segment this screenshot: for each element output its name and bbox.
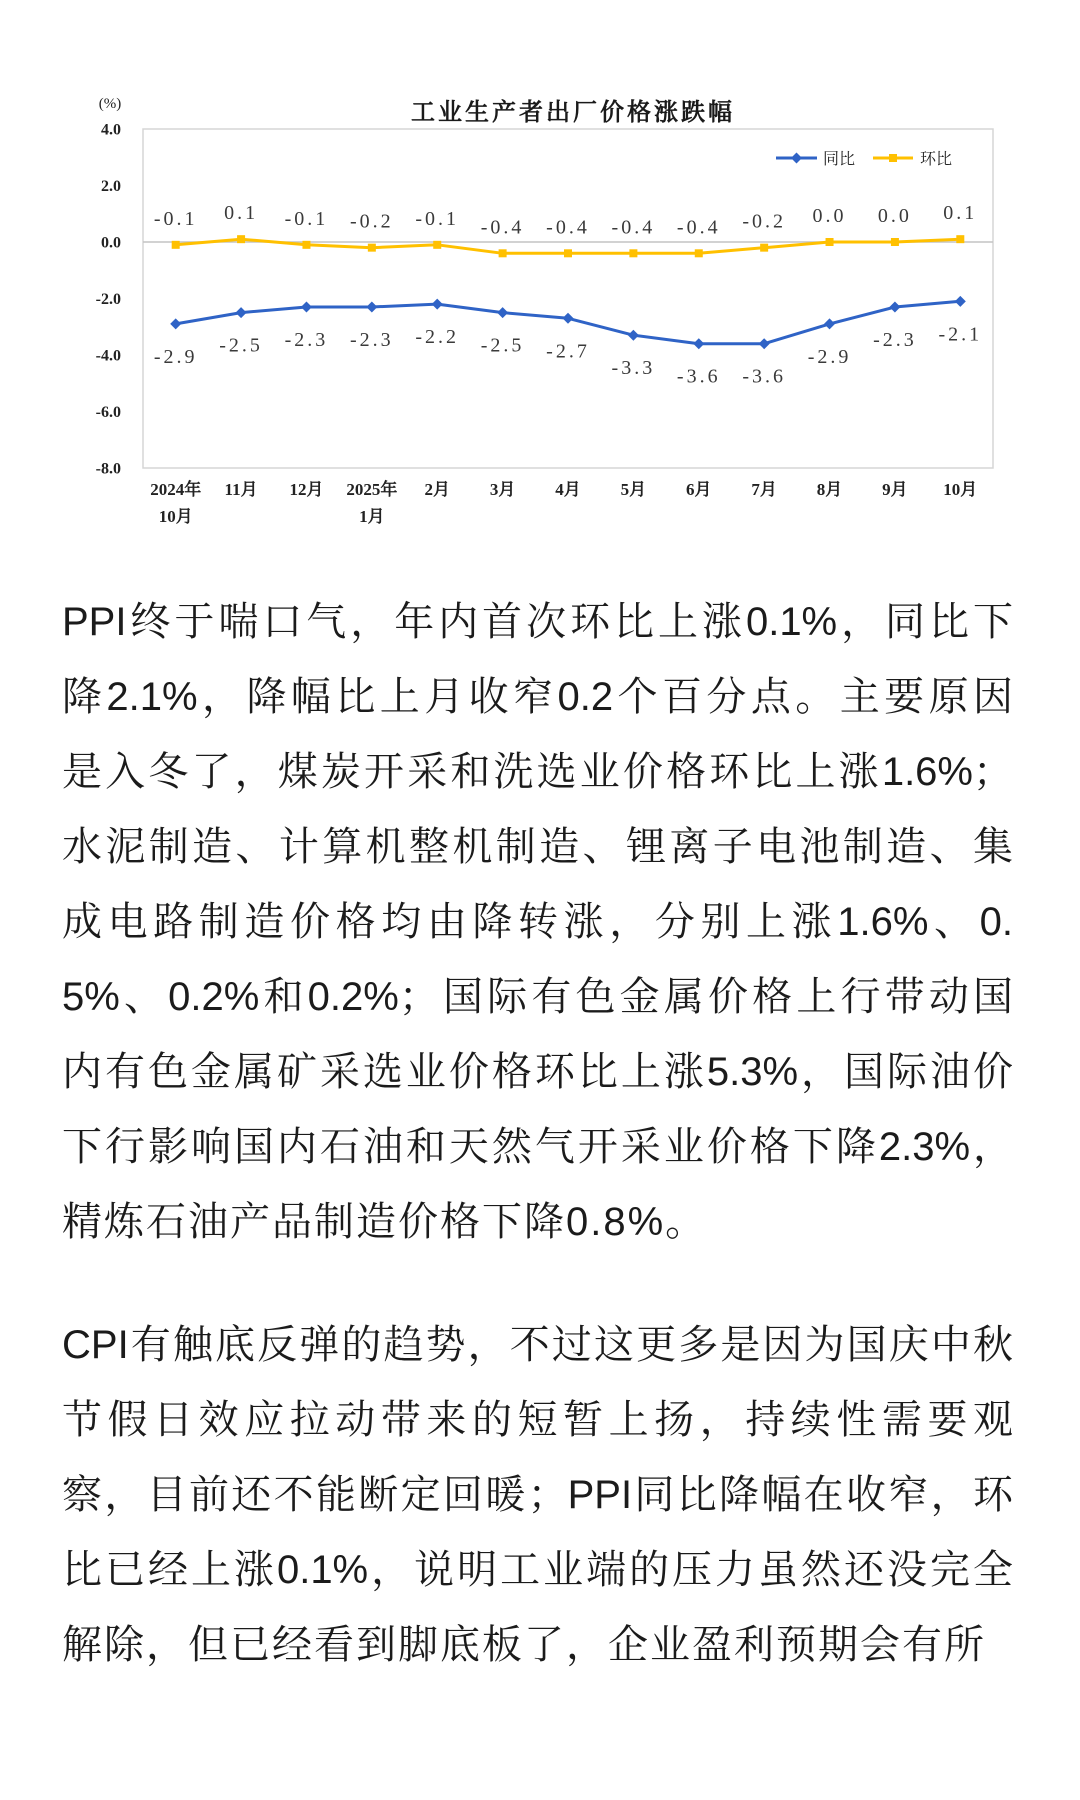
data-label: -2.3	[350, 328, 394, 351]
legend-item-yoy	[776, 150, 855, 168]
data-label: 0.1	[224, 202, 259, 225]
data-label: -2.5	[480, 334, 525, 357]
y-tick-label: -2.0	[95, 291, 121, 308]
data-point-marker	[955, 296, 966, 307]
data-point-marker	[497, 307, 508, 318]
data-point-marker	[629, 249, 637, 257]
data-label: -2.1	[938, 323, 983, 346]
ppi-line-chart	[0, 0, 1080, 560]
x-tick-label-line: 9月	[882, 480, 908, 499]
data-label: -0.4	[611, 216, 656, 239]
x-tick-label-line: 10月	[943, 480, 978, 499]
x-tick-label-line: 1月	[359, 507, 385, 526]
data-point-marker	[432, 299, 443, 310]
y-tick-label: 2.0	[101, 178, 121, 195]
x-tick-label-line: 5月	[620, 480, 647, 499]
data-point-marker	[891, 238, 899, 246]
y-tick-label: 4.0	[101, 121, 121, 139]
article-paragraph-cpi	[62, 1308, 1013, 1683]
legend-label-mom: 环比	[920, 151, 953, 168]
data-point-marker	[760, 244, 768, 252]
x-tick-label-line: 8月	[816, 480, 843, 499]
x-tick-label	[150, 479, 201, 526]
data-label: 0.0	[812, 205, 847, 227]
x-tick-label	[490, 480, 516, 499]
data-label: -2.7	[546, 340, 590, 363]
x-tick-label-line: 3月	[489, 480, 516, 499]
x-tick-label	[817, 480, 843, 499]
data-point-marker	[693, 338, 704, 349]
data-label: -0.1	[284, 207, 329, 230]
x-tick-label	[346, 479, 397, 526]
paragraph-line: 5%、0.2%和0.2%；国际有色金属价格上行带动国	[62, 975, 1013, 1019]
x-tick-label-line: 2024年	[150, 480, 202, 499]
paragraph-line: 降2.1%，降幅比上月收窄0.2个百分点。主要原因	[62, 675, 1013, 719]
article-paragraph-ppi	[62, 585, 1013, 1260]
data-label: -3.3	[611, 357, 656, 380]
x-tick-label	[621, 480, 647, 499]
x-tick-label	[882, 480, 908, 499]
data-point-marker	[499, 249, 507, 257]
x-tick-label-line: 7月	[751, 480, 777, 499]
data-label: -0.4	[676, 216, 721, 239]
data-point-marker	[237, 235, 245, 243]
data-point-marker	[236, 307, 247, 318]
data-point-marker	[695, 249, 703, 257]
data-label: 0.0	[877, 205, 912, 227]
chart-legend	[776, 150, 952, 168]
data-point-marker	[302, 241, 310, 249]
plot-frame	[143, 129, 993, 468]
paragraph-line: 解除，但已经看到脚底板了，企业盈利预期会有所	[62, 1623, 986, 1667]
y-tick-label: -4.0	[95, 347, 121, 365]
article-body	[62, 585, 1013, 1683]
axes-layer	[96, 122, 993, 527]
paragraph-line: 是入冬了，煤炭开采和洗选业价格环比上涨1.6%；	[62, 750, 1013, 794]
data-point-marker	[563, 313, 574, 324]
data-point-marker	[368, 244, 376, 252]
paragraph-line: 下行影响国内石油和天然气开采业价格下降2.3%，	[62, 1125, 1013, 1169]
data-label: -0.2	[350, 210, 394, 233]
data-point-marker	[824, 318, 835, 329]
x-tick-label	[686, 480, 712, 499]
x-tick-label-line: 12月	[289, 480, 324, 499]
paragraph-line: 察，目前还不能断定回暖；PPI同比降幅在收窄，环	[62, 1473, 1013, 1517]
x-tick-label	[225, 480, 258, 499]
data-point-marker	[956, 235, 964, 243]
data-label: -3.6	[742, 365, 786, 388]
paragraph-line: 成电路制造价格均由降转涨，分别上涨1.6%、0.	[62, 900, 1013, 944]
data-label: -2.9	[153, 345, 198, 368]
paragraph-line: CPI有触底反弹的趋势，不过这更多是因为国庆中秋	[62, 1323, 1013, 1367]
x-tick-label	[424, 480, 450, 499]
legend-square-marker-icon	[889, 154, 897, 162]
data-label: 0.1	[943, 202, 978, 225]
paragraph-line: 内有色金属矿采选业价格环比上涨5.3%，国际油价	[62, 1050, 1013, 1094]
data-label: -0.1	[415, 207, 460, 230]
paragraph-line: 水泥制造、计算机整机制造、锂离子电池制造、集	[62, 825, 1013, 869]
y-tick-label: -8.0	[95, 460, 121, 478]
data-point-marker	[433, 241, 441, 249]
x-tick-label	[943, 480, 977, 499]
legend-diamond-marker-icon	[791, 153, 802, 164]
data-point-marker	[301, 301, 312, 312]
x-tick-label-line: 2月	[424, 480, 450, 499]
paragraph-line: 精炼石油产品制造价格下降0.8%。	[62, 1200, 708, 1244]
data-point-marker	[170, 318, 181, 329]
chart-title: 工业生产者出厂价格涨跌幅	[411, 99, 735, 126]
data-label: -2.2	[415, 326, 460, 349]
legend-item-mom	[873, 150, 952, 168]
data-label: -0.1	[153, 207, 198, 230]
x-tick-label	[289, 480, 323, 499]
data-label: -0.2	[742, 210, 786, 233]
data-labels-layer	[154, 202, 982, 388]
data-label: -3.6	[676, 365, 721, 388]
paragraph-line: 节假日效应拉动带来的短暂上扬，持续性需要观	[62, 1398, 1013, 1442]
data-point-marker	[564, 249, 572, 257]
data-label: -2.5	[219, 334, 263, 357]
data-label: -2.3	[873, 328, 917, 351]
y-tick-label: -6.0	[95, 404, 121, 421]
data-label: -0.4	[480, 216, 525, 239]
data-point-marker	[759, 338, 770, 349]
y-axis-unit-label: (%)	[98, 96, 122, 112]
y-tick-label: 0.0	[101, 234, 121, 252]
data-point-marker	[172, 241, 180, 249]
data-label: -2.9	[807, 345, 852, 368]
paragraph-line: PPI终于喘口气，年内首次环比上涨0.1%，同比下	[62, 600, 1013, 644]
data-point-marker	[628, 330, 639, 341]
x-tick-label	[555, 480, 581, 499]
legend-label-yoy: 同比	[823, 151, 856, 168]
data-label: -0.4	[546, 216, 590, 239]
x-tick-label-line: 2025年	[346, 480, 398, 499]
data-point-marker	[826, 238, 834, 246]
x-tick-label-line: 4月	[555, 480, 581, 499]
data-point-marker	[889, 301, 900, 312]
data-point-marker	[366, 301, 377, 312]
x-tick-label-line: 11月	[224, 480, 258, 499]
x-tick-label-line: 10月	[158, 507, 193, 526]
x-tick-label	[751, 480, 777, 499]
data-label: -2.3	[284, 328, 329, 351]
paragraph-line: 比已经上涨0.1%，说明工业端的压力虽然还没完全	[62, 1548, 1013, 1592]
x-tick-label-line: 6月	[686, 480, 712, 499]
